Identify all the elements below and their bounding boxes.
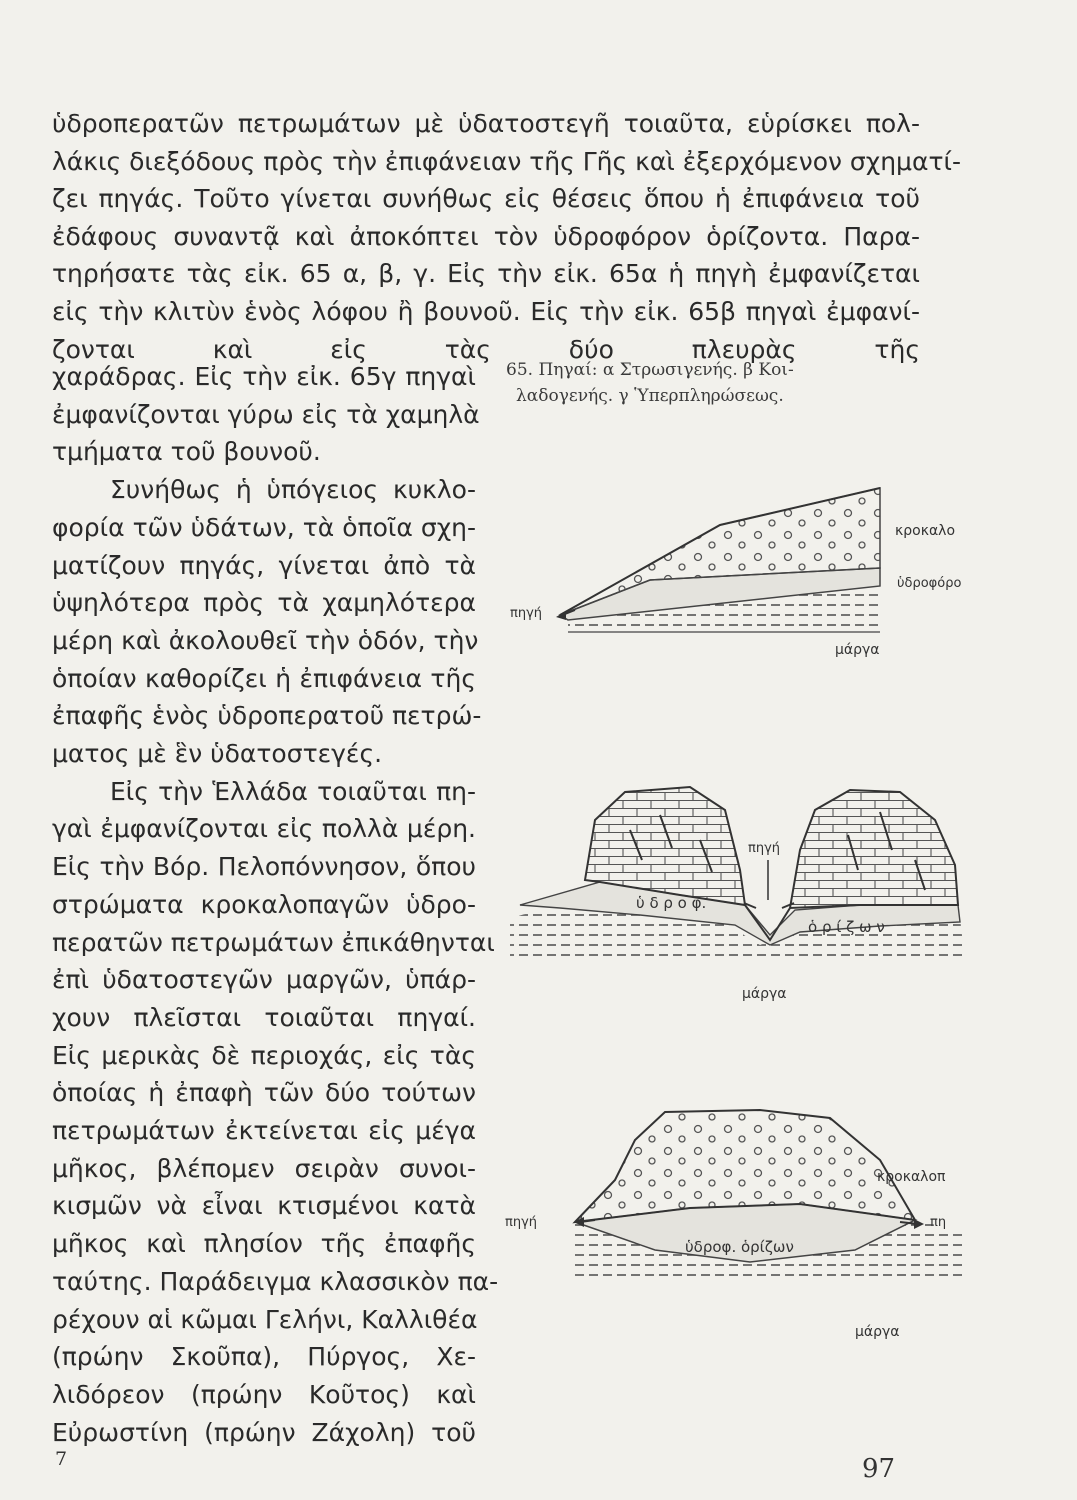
text-line: ὁποίας ἡ ἐπαφὴ τῶν δύο τούτων (52, 1078, 476, 1108)
text-line: πετρωμάτων ἐκτείνεται εἰς μέγα (52, 1116, 476, 1145)
text-line: ἐπὶ ὑδατοστεγῶν μαργῶν, ὑπάρ- (52, 965, 476, 995)
text-line: ἐπαφῆς ἑνὸς ὑδροπερατοῦ πετρώ- (52, 701, 482, 731)
text-line: (πρώην Σκοῦπα), Πύργος, Χε- (52, 1342, 476, 1372)
text-line: ρέχουν αἱ κῶμαι Γελήνι, Καλλιθέα (52, 1304, 478, 1334)
figure-65a-hillside-spring (510, 488, 961, 658)
label-aquifer-a: ὑδροφόρο (897, 576, 962, 591)
text-line: Εἰς τὴν Ἑλλάδα τοιαῦται πη- (110, 776, 476, 806)
text-line: εἰς τὴν κλιτὺν ἑνὸς λόφου ἢ βουνοῦ. Εἰς τὴν εἰκ. 65β πηγαὶ ἐμφανί- (52, 297, 920, 326)
text-line: ἐδάφους συναντᾷ καὶ ἀποκόπτει τὸν ὑδροφόρον ὁρίζοντα. Παρα- (52, 221, 920, 251)
text-line: Συνήθως ἡ ὑπόγειος κυκλο- (110, 475, 476, 505)
page-number: 97 (862, 1454, 896, 1484)
label-aquifer-b-1: ὑ δ ρ ο φ. (636, 894, 707, 912)
text-line: ὑψηλότερα πρὸς τὰ χαμηλότερα (52, 588, 476, 618)
label-gravel-c: κροκαλοπ (877, 1169, 946, 1185)
text-line: χαράδρας. Εἰς τὴν εἰκ. 65γ πηγαὶ (52, 362, 476, 391)
text-line: χουν πλεῖσται τοιαῦται πηγαί. (52, 1002, 476, 1032)
figure-65b-valley-springs (510, 787, 965, 1002)
text-line: μῆκος, βλέπομεν σειρὰν συνοι- (52, 1153, 476, 1183)
text-line: ματίζουν πηγάς, γίνεται ἀπὸ τὰ (52, 550, 476, 580)
text-line: ματος μὲ ἓν ὑδατοστεγές. (52, 739, 383, 768)
text-line: γαὶ ἐμφανίζονται εἰς πολλὰ μέρη. (52, 814, 476, 844)
text-line: ζει πηγάς. Τοῦτο γίνεται συνήθως εἰς θέσεις ὅπου ἡ ἐπιφάνεια τοῦ (52, 184, 920, 214)
label-aquifer-c: ὑδροφ. ὁρίζων (685, 1238, 794, 1256)
text-line: μῆκος καὶ πλησίον τῆς ἐπαφῆς (52, 1229, 476, 1259)
text-line: περατῶν πετρωμάτων ἐπικάθηνται (52, 927, 495, 957)
text-line: κισμῶν νὰ εἶναι κτισμένοι κατὰ (52, 1191, 476, 1221)
text-line: ταύτης. Παράδειγμα κλασσικὸν πα- (52, 1266, 499, 1296)
text-line: λάκις διεξόδους πρὸς τὴν ἐπιφάνειαν τῆς Γῆς καὶ ἐξερχόμενον σχηματί- (52, 146, 961, 176)
label-gravel-a: κροκαλο (895, 523, 956, 539)
text-line: Εὐρωστίνη (πρώην Ζάχολη) τοῦ (52, 1417, 476, 1447)
text-line: ζονται καὶ εἰς τὰς δύο πλευρὰς τῆς (52, 334, 920, 364)
text-line: φορία τῶν ὑδάτων, τὰ ὁποῖα σχη- (52, 512, 476, 542)
text-line: μέρη καὶ ἀκολουθεῖ τὴν ὁδόν, τὴν (52, 625, 479, 655)
label-aquifer-b-2: ὁ ρ ί ζ ω ν (808, 918, 885, 936)
label-marl-c: μάργα (855, 1324, 900, 1340)
right-hill-bricks (790, 790, 958, 908)
text-line: τμήματα τοῦ βουνοῦ. (52, 437, 321, 467)
label-marl-a: μάργα (835, 642, 880, 658)
label-spring-c-right: πη (930, 1215, 947, 1230)
label-spring-a: πηγή (510, 606, 542, 621)
text-line: ὁποίαν καθορίζει ἡ ἐπιφάνεια τῆς (52, 663, 476, 693)
text-line: στρώματα κροκαλοπαγῶν ὑδρο- (52, 889, 476, 919)
text-line: Εἰς μερικὰς δὲ περιοχάς, εἰς τὰς (52, 1040, 476, 1070)
figure-65c-dome-springs (505, 1110, 965, 1340)
label-spring-b: πηγή (748, 841, 780, 856)
gravel-dome-c (575, 1110, 915, 1222)
text-line: Εἰς τὴν Βόρ. Πελοπόννησον, ὅπου (52, 852, 476, 882)
signature-mark: 7 (55, 1448, 68, 1470)
text-line: λιδόρεον (πρώην Κοῦτος) καὶ (52, 1379, 476, 1409)
figure-caption-line-2: λαδογενής. γ Ὑπερπληρώσεως. (516, 386, 784, 406)
text-line: τηρήσατε τὰς εἰκ. 65 α, β, γ. Εἰς τὴν εἰκ. 65α ἡ πηγὴ ἐμφανίζεται (52, 259, 920, 289)
text-line: ὑδροπερατῶν πετρωμάτων μὲ ὑδατοστεγῆ τοιαῦτα, εὑρίσκει πολ- (52, 109, 920, 138)
figure-caption-line-1: 65. Πηγαί: α Στρωσιγενής. β Κοι- (506, 360, 794, 380)
label-spring-c-left: πηγή (505, 1215, 537, 1230)
label-marl-b: μάργα (742, 986, 787, 1002)
text-line: ἐμφανίζονται γύρω εἰς τὰ χαμηλὰ (52, 399, 480, 429)
